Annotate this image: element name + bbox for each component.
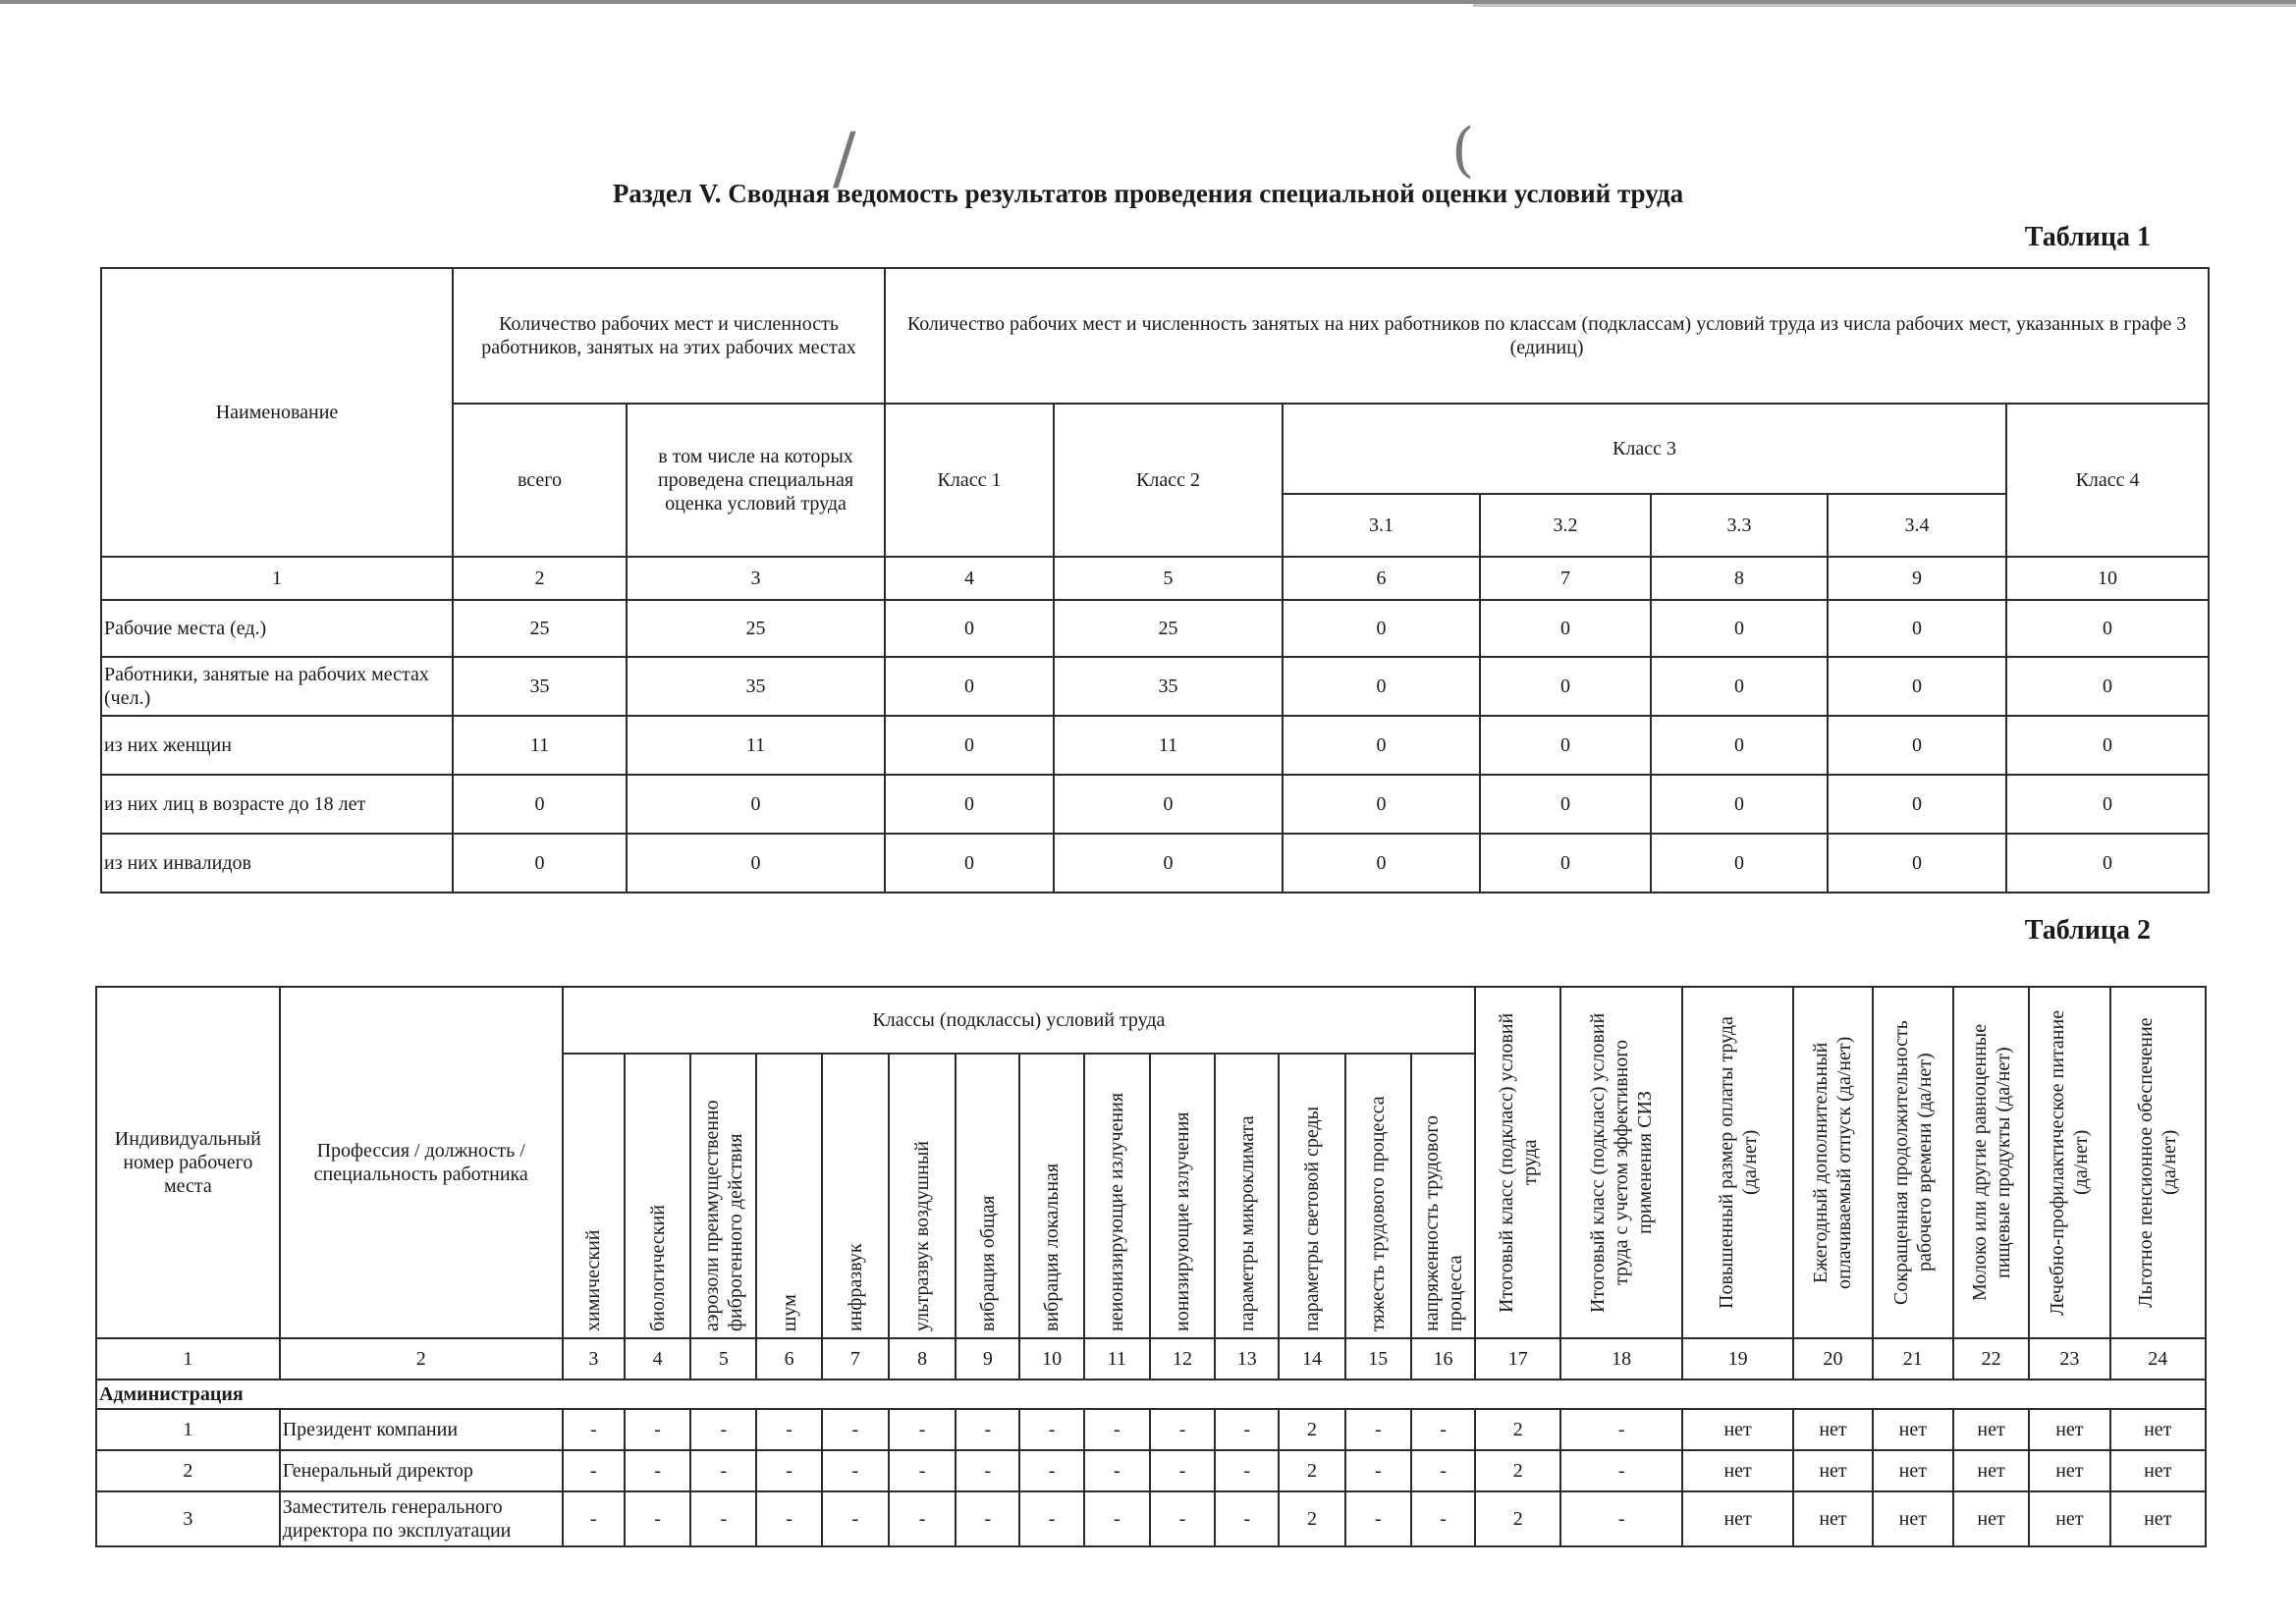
t2-cell: - [822,1450,889,1491]
t2-col-number: 3 [563,1338,625,1380]
t1-cell: 0 [453,834,627,893]
t1-col-number: 10 [2006,557,2209,600]
t2-cell: нет [2110,1450,2207,1491]
t2-cell: нет [1793,1409,1872,1450]
t1-header-class1: Класс 1 [885,404,1054,557]
t2-col-number: 19 [1682,1338,1793,1380]
t1-cell: 0 [1651,657,1828,716]
t1-cell: 0 [1651,834,1828,893]
t1-cell: 0 [1480,716,1651,775]
t2-cell: - [625,1409,690,1450]
t2-col-number: 21 [1873,1338,1953,1380]
t1-cell: 0 [1651,775,1828,834]
t2-cell: нет [1793,1450,1872,1491]
t2-cell: - [1560,1450,1681,1491]
t2-cell: - [1084,1450,1150,1491]
t2-header-pension: Льготное пенсионное обеспечение (да/нет) [2110,987,2207,1338]
t1-row [101,716,2209,775]
t1-cell: 0 [1651,716,1828,775]
t2-factor-header: вибрация локальная [1019,1054,1083,1338]
t1-cell: 0 [1828,657,2006,716]
t2-row [96,1450,2206,1491]
t1-cell: 0 [885,834,1054,893]
t2-col-number: 20 [1793,1338,1872,1380]
t1-row-name: из них женщин [101,716,453,775]
t2-factor-header: ультразвук воздушный [889,1054,956,1338]
t1-header-sub: 3.1 [1283,494,1480,557]
t2-cell: - [625,1491,690,1546]
t1-header-sub: 3.2 [1480,494,1651,557]
t1-row [101,775,2209,834]
t1-col-number: 9 [1828,557,2006,600]
t1-header-sub: 3.3 [1651,494,1828,557]
t1-cell: 0 [2006,775,2209,834]
t1-header-total: всего [453,404,627,557]
t1-cell: 0 [2006,600,2209,657]
t2-factor-header: параметры световой среды [1279,1054,1344,1338]
t1-cell: 11 [627,716,885,775]
t2-cell: - [1560,1409,1681,1450]
t2-row-number: 3 [96,1491,280,1546]
t1-header-class2: Класс 2 [1054,404,1283,557]
t1-cell: 0 [1828,600,2006,657]
t1-cell: 25 [1054,600,1283,657]
t2-cell: нет [2110,1409,2207,1450]
t1-row-name: из них инвалидов [101,834,453,893]
t2-cell: нет [1682,1491,1793,1546]
t2-cell: нет [2029,1491,2109,1546]
t2-col-number: 12 [1150,1338,1215,1380]
pen-mark-left: / [833,118,856,198]
t1-cell: 0 [1283,775,1480,834]
t1-col-number: 7 [1480,557,1651,600]
t2-col-number: 24 [2110,1338,2207,1380]
t2-cell: - [563,1409,625,1450]
t1-cell: 0 [1480,775,1651,834]
t2-col-number: 2 [280,1338,563,1380]
t2-cell: - [889,1491,956,1546]
t2-factor-header: биологический [625,1054,690,1338]
t2-cell: нет [1682,1450,1793,1491]
t2-body [96,1409,2206,1546]
t1-cell: 0 [2006,716,2209,775]
t2-cell: - [1345,1491,1411,1546]
t2-cell: нет [2029,1409,2109,1450]
t1-cell: 0 [627,775,885,834]
t1-col-number: 5 [1054,557,1283,600]
t2-cell: - [822,1491,889,1546]
t1-row-name: Работники, занятые на рабочих местах (чел.) [101,657,453,716]
t1-header-count: Количество рабочих мест и численность работников, занятых на этих рабочих местах [453,268,885,404]
t2-cell: - [1019,1491,1083,1546]
t2-header-food: Лечебно-профилактическое питание (да/нет) [2029,987,2109,1338]
t2-header-milk: Молоко или другие равноценные пищевые продукты (да/нет) [1953,987,2029,1338]
t1-col-number: 2 [453,557,627,600]
t2-cell: - [1019,1409,1083,1450]
t2-cell: 2 [1279,1450,1344,1491]
t1-cell: 0 [885,657,1054,716]
t1-header-class3: Класс 3 [1283,404,2006,494]
t1-cell: 0 [1480,600,1651,657]
t1-cell: 0 [2006,657,2209,716]
workplaces-table [95,986,2207,1547]
t2-cell: - [1411,1409,1475,1450]
t1-cell: 0 [885,775,1054,834]
pen-mark-right: ( [1451,116,1475,185]
t2-section-administration: Администрация [96,1380,2206,1409]
t1-cell: 0 [1054,775,1283,834]
t1-row [101,657,2209,716]
t2-row [96,1491,2206,1546]
t1-header-class4: Класс 4 [2006,404,2209,557]
t2-factor-header: тяжесть трудового процесса [1345,1054,1411,1338]
t2-header-profession: Профессия / должность / специальность работника [280,987,563,1338]
t2-cell: - [956,1409,1019,1450]
t2-col-number: 14 [1279,1338,1344,1380]
t2-col-number: 16 [1411,1338,1475,1380]
t2-cell: - [1150,1450,1215,1491]
t2-factor-header: неионизирующие излучения [1084,1054,1150,1338]
t2-cell: - [690,1491,756,1546]
t2-col-number: 11 [1084,1338,1150,1380]
t1-row-name: Рабочие места (ед.) [101,600,453,657]
t2-factor-header: параметры микроклимата [1215,1054,1279,1338]
t2-cell: - [1150,1491,1215,1546]
t2-cell: нет [2029,1450,2109,1491]
t2-header-vacation: Ежегодный дополнительный оплачиваемый отпуск (да/нет) [1793,987,1872,1338]
t1-row [101,600,2209,657]
t2-cell: - [822,1409,889,1450]
t2-cell: - [1411,1491,1475,1546]
t1-col-number: 4 [885,557,1054,600]
t1-body [101,600,2209,893]
t1-cell: 0 [627,834,885,893]
t1-cell: 0 [1283,600,1480,657]
table2-caption: Таблица 2 [2024,915,2151,946]
t2-cell: 2 [1475,1491,1560,1546]
t2-cell: нет [1793,1491,1872,1546]
t2-col-number: 17 [1475,1338,1560,1380]
t2-col-number: 5 [690,1338,756,1380]
t2-cell: 2 [1475,1450,1560,1491]
t1-cell: 0 [1283,716,1480,775]
t2-col-number: 9 [956,1338,1019,1380]
t2-col-number: 6 [756,1338,821,1380]
t2-cell: нет [1682,1409,1793,1450]
t1-cell: 0 [1283,657,1480,716]
t2-cell: - [1345,1409,1411,1450]
t2-row-profession: Заместитель генерального директора по эксплуатации [280,1491,563,1546]
t2-cell: - [690,1450,756,1491]
t2-col-number: 7 [822,1338,889,1380]
t1-col-number: 3 [627,557,885,600]
t2-cell: - [690,1409,756,1450]
t2-cell: - [1560,1491,1681,1546]
table1-caption: Таблица 1 [2024,222,2151,252]
t2-cell: - [625,1450,690,1491]
t1-header-name: Наименование [101,268,453,557]
t2-header-final: Итоговый класс (подкласс) условий труда [1475,987,1560,1338]
t2-col-number: 13 [1215,1338,1279,1380]
t2-row-profession: Президент компании [280,1409,563,1450]
t2-cell: - [1215,1409,1279,1450]
t2-col-number: 18 [1560,1338,1681,1380]
t1-cell: 11 [453,716,627,775]
t1-cell: 0 [1283,834,1480,893]
t1-cell: 0 [1480,834,1651,893]
t2-row-profession: Генеральный директор [280,1450,563,1491]
t2-cell: 2 [1475,1409,1560,1450]
t2-col-number: 22 [1953,1338,2029,1380]
t2-row [96,1409,2206,1450]
t2-cell: - [1215,1450,1279,1491]
t2-cell: - [1150,1409,1215,1450]
t2-col-number: 1 [96,1338,280,1380]
t2-cell: - [756,1409,821,1450]
t2-cell: - [889,1450,956,1491]
t2-cell: нет [1873,1491,1953,1546]
t2-cell: - [889,1409,956,1450]
t2-factor-header: шум [756,1054,821,1338]
t1-header-classes: Количество рабочих мест и численность занятых на них работников по классам (подклассам) условий труда из числа рабочих мест, указанных в графе 3 (единиц) [885,268,2209,404]
t2-col-number: 8 [889,1338,956,1380]
t2-factor-header: аэрозоли преимущественно фиброгенного действия [690,1054,756,1338]
t1-col-number: 1 [101,557,453,600]
t1-cell: 11 [1054,716,1283,775]
t1-header-assessed: в том числе на которых проведена специальная оценка условий труда [627,404,885,557]
t2-number-row [96,1338,2206,1380]
t1-col-number: 8 [1651,557,1828,600]
t2-cell: нет [1953,1491,2029,1546]
t1-cell: 0 [885,600,1054,657]
t2-col-number: 23 [2029,1338,2109,1380]
t2-header-number: Индивидуальный номер рабочего места [96,987,280,1338]
t1-cell: 0 [1054,834,1283,893]
t2-cell: нет [1953,1409,2029,1450]
t2-header-short-hours: Сокращенная продолжительность рабочего времени (да/нет) [1873,987,1953,1338]
t1-cell: 0 [1651,600,1828,657]
t2-cell: нет [1873,1409,1953,1450]
t1-cell: 0 [1828,834,2006,893]
t1-cell: 35 [1054,657,1283,716]
t2-cell: - [1019,1450,1083,1491]
t1-col-number: 6 [1283,557,1480,600]
t1-cell: 0 [1828,716,2006,775]
t2-header-pay: Повышенный размер оплаты труда (да/нет) [1682,987,1793,1338]
t1-cell: 0 [2006,834,2209,893]
t2-cell: 2 [1279,1409,1344,1450]
t2-cell: - [1345,1450,1411,1491]
t2-cell: - [1084,1491,1150,1546]
t1-cell: 0 [453,775,627,834]
t1-cell: 35 [627,657,885,716]
t2-row-number: 1 [96,1409,280,1450]
t1-cell: 0 [885,716,1054,775]
t1-cell: 25 [627,600,885,657]
t2-cell: 2 [1279,1491,1344,1546]
t2-cell: - [1084,1409,1150,1450]
t2-cell: - [756,1450,821,1491]
t2-col-number: 10 [1019,1338,1083,1380]
summary-table [100,267,2210,893]
section-title: Раздел V. Сводная ведомость результатов проведения специальной оценки условий труда [612,179,1684,208]
t2-cell: - [1215,1491,1279,1546]
t2-cell: - [563,1450,625,1491]
t2-cell: - [1411,1450,1475,1491]
t2-factor-header: химический [563,1054,625,1338]
t1-cell: 35 [453,657,627,716]
t2-col-number: 4 [625,1338,690,1380]
t2-header-classes: Классы (подклассы) условий труда [563,987,1475,1054]
t2-col-number: 15 [1345,1338,1411,1380]
t2-cell: - [756,1491,821,1546]
t1-cell: 25 [453,600,627,657]
t2-factor-header: вибрация общая [956,1054,1019,1338]
t2-cell: нет [2110,1491,2207,1546]
t2-cell: - [956,1491,1019,1546]
t1-header-sub: 3.4 [1828,494,2006,557]
t2-cell: нет [1953,1450,2029,1491]
t2-row-number: 2 [96,1450,280,1491]
t1-row [101,834,2209,893]
t2-cell: - [563,1491,625,1546]
t2-factor-header: инфразвук [822,1054,889,1338]
t2-cell: нет [1873,1450,1953,1491]
scan-edge-shadow [1473,4,2296,7]
t1-cell: 0 [1828,775,2006,834]
t1-cell: 0 [1480,657,1651,716]
t2-factor-header: ионизирующие излучения [1150,1054,1215,1338]
t2-factor-header: напряженность трудового процесса [1411,1054,1475,1338]
t2-header-final-siz: Итоговый класс (подкласс) условий труда с учетом эффективного применения СИЗ [1560,987,1681,1338]
t2-cell: - [956,1450,1019,1491]
t1-row-name: из них лиц в возрасте до 18 лет [101,775,453,834]
